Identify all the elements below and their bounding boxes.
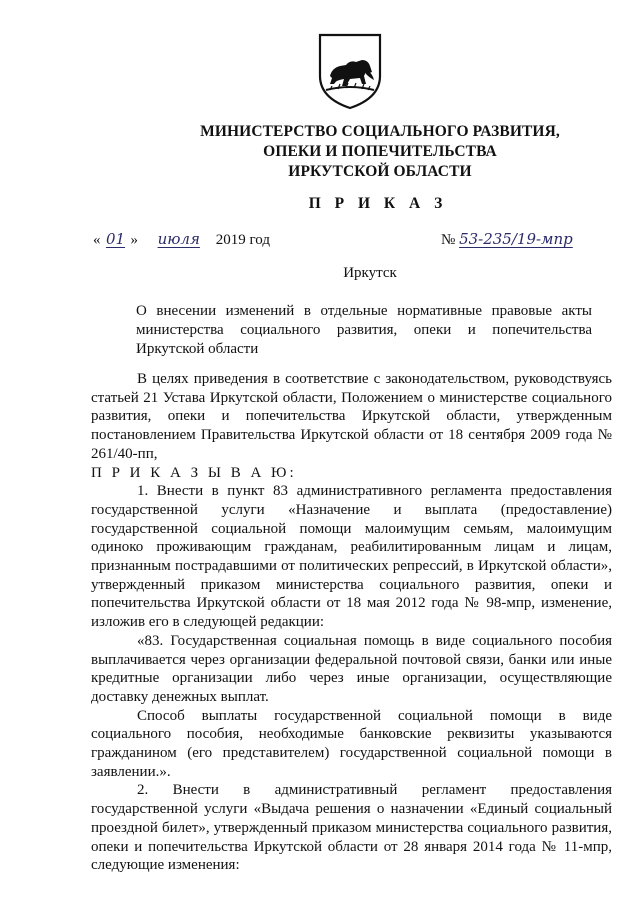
body-order-word: П Р И К А З Ы В А Ю: [91,464,297,481]
date-day: 01 [105,230,126,248]
body-paragraph-payment-method: Способ выплаты государственной социальной помощи в виде социального пособия, необходимые банковские реквизиты указываются гражданином (его представителем) государственной социальной помощи в заявлении.». [91,707,612,780]
date-close-quote: » [130,232,138,248]
number-sign: № [441,232,456,248]
city-name: Иркутск [343,265,397,281]
order-date [93,230,270,249]
date-open-quote: « [93,232,101,248]
date-month: июля [157,230,200,248]
number-value: 53-235/19-мпр [459,230,573,248]
order-number [441,230,573,249]
order-body [91,370,612,875]
ministry-name-line-2: ОПЕКИ И ПОПЕЧИТЕЛЬСТВА [263,143,497,160]
body-paragraph-quote-83: «83. Государственная социальная помощь в виде социального пособия выплачивается через организации федеральной почтовой связи, банки или иные кредитные организации либо через иные организации, осуществляющие доставку денежных выплат. [91,632,612,705]
body-paragraph-item-1: 1. Внести в пункт 83 административного регламента предоставления государственной услуги «Назначение и выплата (предоставление) государственной социальной помощи малоимущим семьям, малоимущим одиноко проживающим гражданам, реабилитированным лицам и лицам, признанным пострадавшими от политических репрессий, в Иркутской области», утвержденный приказом министерства социального развития, опеки и попечительства Иркутской области от 18 мая 2012 года № 98-мпр, изменение, изложив его в следующей редакции: [91,483,612,631]
body-paragraph-item-2: 2. Внести в административный регламент предоставления государственной услуги «Выдача решения о назначении «Единый социальный проездной билет», утвержденный приказом министерства социального развития, опеки и попечительства Иркутской области от 28 января 2014 года № 11-мпр, следующие изменения: [91,782,612,874]
document-type-title: П Р И К А З [308,195,448,212]
date-year: 2019 год [215,232,270,248]
body-paragraph-preamble: В целях приведения в соответствие с законодательством, руководствуясь статьей 21 Устава Иркутской области, Положением о министерстве социального развития, опеки и попечительства Иркутской области, утвержденным постановлением Правительства Иркутской области от 18 сентября 2009 года № 261/40-пп, [91,371,612,462]
ministry-name-line-1: МИНИСТЕРСТВО СОЦИАЛЬНОГО РАЗВИТИЯ, [200,123,560,140]
ministry-header [0,122,640,182]
order-subject: О внесении изменений в отдельные нормативные правовые акты министерства социального развития, опеки и попечительства Иркутской области [136,303,592,357]
irkutsk-coat-of-arms-emblem [316,32,384,110]
ministry-name-line-3: ИРКУТСКОЙ ОБЛАСТИ [288,163,472,180]
